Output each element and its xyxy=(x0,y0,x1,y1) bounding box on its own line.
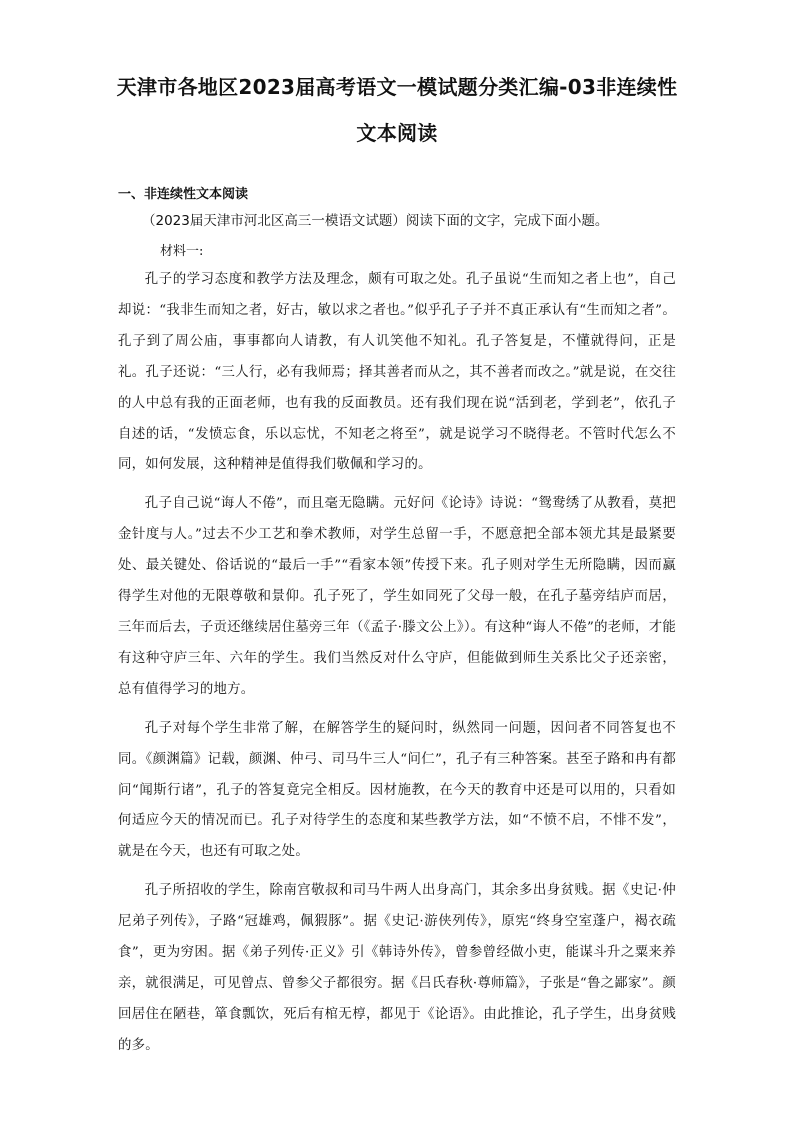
question-source-line: （2023届天津市河北区高三一模语文试题）阅读下面的文字，完成下面小题。 xyxy=(142,213,609,229)
passage-paragraph-4: 孔子所招收的学生，除南宫敬叔和司马牛两人出身高门，其余多出身贫贱。据《史记·仲尼弟子列传》，子路“冠雄鸡，佩猳豚”。据《史记·游侠列传》，原宪“终身空室蓬户，褐衣疏食”，更为穷困。据《弟子列传·正义》引《韩诗外传》，曾参曾经做小吏，能谋斗升之粟来养亲，就很满足，可见曾点、曾参父子都很穷。据《吕氏春秋·尊师篇》，子张是“鲁之鄙家”。颜回居住在陋巷，箪食瓢饮，死后有棺无椁，都见于《论语》。由此推论，孔子学生，出身贫贱的多。 xyxy=(118,883,676,1053)
material-label: 材料一: xyxy=(160,244,204,259)
reading-passage xyxy=(118,265,676,1070)
passage-paragraph-2: 孔子自己说“诲人不倦”，而且毫无隐瞒。元好问《论诗》诗说：“鸳鸯绣了从教看，莫把金针度与人。”过去不少工艺和拳术教师，对学生总留一手，不愿意把全部本领尤其是最紧要处、最关键处、俗话说的“最后一手”“看家本领”传授下来。孔子则对学生无所隐瞒，因而赢得学生对他的无限尊敬和景仰。孔子死了，学生如同死了父母一般，在孔子墓旁结庐而居，三年而后去，子贡还继续居住墓旁三年（《孟子·滕文公上》）。有这种“诲人不倦”的老师，才能有这种守庐三年、六年的学生。我们当然反对什么守庐，但能做到师生关系比父子还亲密，总有值得学习的地方。 xyxy=(118,496,676,697)
passage-paragraph-3: 孔子对每个学生非常了解，在解答学生的疑问时，纵然同一问题，因问者不同答复也不同。《颜渊篇》记载，颜渊、仲弓、司马牛三人“问仁”，孔子有三种答案。甚至子路和冉有都问“闻斯行诸”，孔子的答复竟完全相反。因材施教，在今天的教育中还是可以用的，只看如何适应今天的情况而已。孔子对待学生的态度和某些教学方法，如“不愤不启，不悱不发”，就是在今天，也还有可取之处。 xyxy=(118,720,676,860)
section-heading: 一、非连续性文本阅读 xyxy=(118,187,249,202)
passage-paragraph-1: 孔子的学习态度和教学方法及理念，颇有可取之处。孔子虽说“生而知之者上也”，自己却说：“我非生而知之者，好古，敏以求之者也。”似乎孔子子并不真正承认有“生而知之者”。孔子到了周公庙，事事都向人请教，有人讥笑他不知礼。孔子答复是，不懂就得问，正是礼。孔子还说：“三人行，必有我师焉；择其善者而从之，其不善者而改之。”就是说，在交往的人中总有我的正面老师，也有我的反面教员。还有我们现在说“活到老，学到老”，依孔子自述的话，“发愤忘食，乐以忘忧，不知老之将至”，就是说学习不晓得老。不管时代怎么不同，如何发展，这种精神是值得我们敬佩和学习的。 xyxy=(118,272,676,473)
document-title: 天津市各地区2023届高考语文一模试题分类汇编-03非连续性文本阅读 xyxy=(116,75,678,145)
